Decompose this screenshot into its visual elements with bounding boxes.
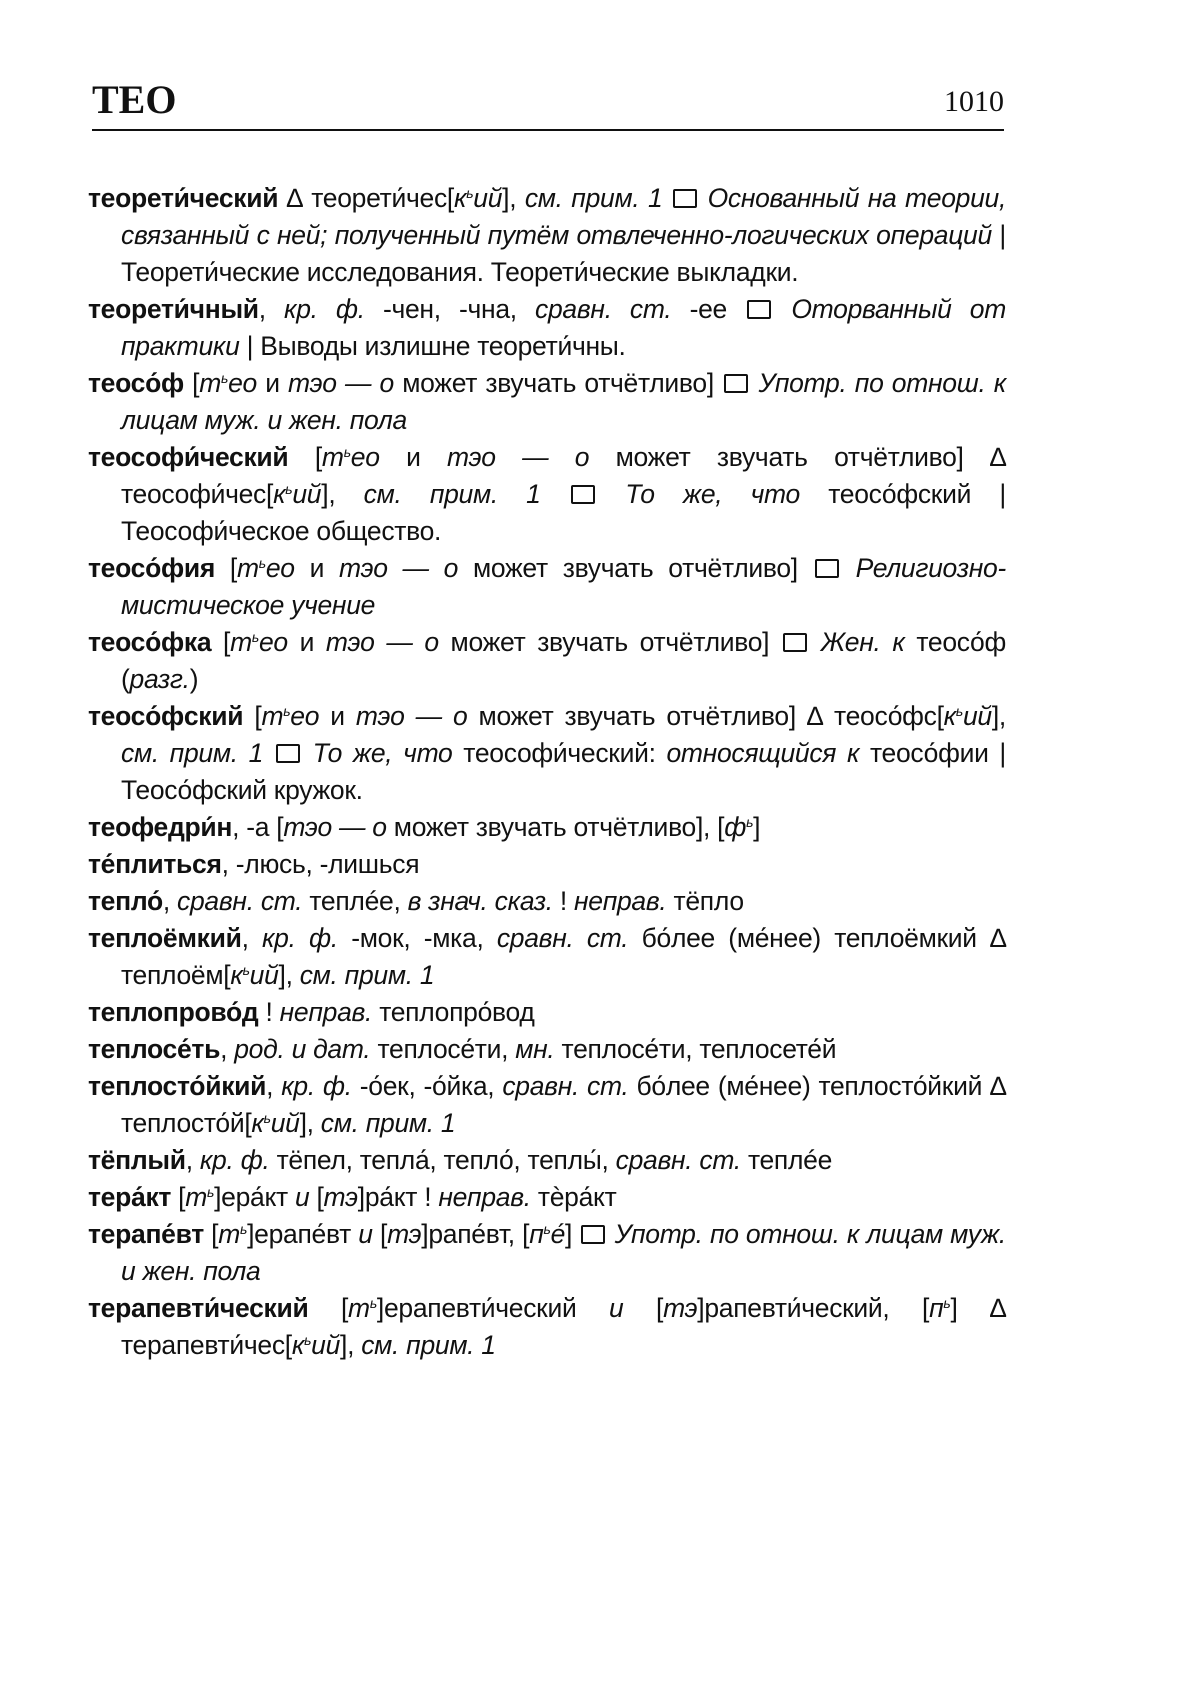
entry-text: может звучать отчётливо] (393, 368, 723, 398)
dictionary-entry (88, 1068, 1006, 1142)
dictionary-entry (88, 291, 1006, 365)
italic-text: ео (258, 627, 288, 657)
dictionary-entry (88, 1179, 1006, 1216)
dictionary-entry (88, 1216, 1006, 1290)
entry-text (541, 479, 569, 509)
entry-text: теплée, (302, 886, 408, 916)
entry-text: теосо́фии | Теосо́фский кружок. (121, 738, 1006, 805)
soft-sign-superscript: ь (251, 629, 259, 645)
entry-text (263, 738, 274, 768)
italic-text: неправ. (438, 1182, 531, 1212)
entry-text: , (162, 886, 178, 916)
headword: теосо́фка (88, 627, 212, 657)
entry-text: -о́ек, -о́йка, (351, 1071, 503, 1101)
entry-text: ]ра́кт ! (357, 1182, 439, 1212)
soft-sign-superscript: ь (285, 481, 293, 497)
entry-text (597, 479, 625, 509)
italic-text: ео (265, 553, 295, 583)
entry-text: теософи́ческий: (452, 738, 667, 768)
italic-text: ий (249, 960, 279, 990)
italic-text: кр. ф. (199, 1145, 270, 1175)
italic-text: т (199, 368, 222, 398)
headword: те́плиться (88, 849, 222, 879)
entry-text: бо́лее (ме́нее) теплосто́йкий ∆ теплосто́й[ (121, 1071, 1006, 1138)
entry-text: ]ера́кт (214, 1182, 295, 1212)
box-icon (747, 300, 771, 319)
entry-text: ] (753, 812, 761, 842)
entry-text: тѐра́кт (530, 1182, 617, 1212)
dictionary-entry (88, 1290, 1006, 1364)
entry-text: ]рапевти́ческий, [ (697, 1293, 930, 1323)
entry-text: и (256, 368, 289, 398)
italic-text: е́ (550, 1219, 566, 1249)
entry-text (699, 183, 708, 213)
italic-text: к (251, 1108, 264, 1138)
entry-text: ) (189, 664, 199, 694)
entry-text: | Теорети́ческие исследования. Теорети́ческие выкладки. (121, 220, 1006, 287)
italic-text: относящийся к (666, 738, 860, 768)
entry-text: и (287, 627, 326, 657)
headword: теплосе́ть (88, 1034, 221, 1064)
soft-sign-superscript: ь (240, 1221, 248, 1237)
entry-text: ]ерапевти́ческий (376, 1293, 610, 1323)
italic-text: п (529, 1219, 544, 1249)
italic-text: неправ. (573, 886, 667, 916)
entry-text: ] ∆ терапевти́чес[ (121, 1293, 1006, 1360)
italic-text: и (358, 1219, 373, 1249)
entry-text: [ (623, 1293, 664, 1323)
entry-text: , -люсь, -лишься (221, 849, 420, 879)
soft-sign-superscript: ь (343, 444, 351, 460)
italic-text: и (294, 1182, 310, 1212)
soft-sign-superscript: ь (369, 1295, 377, 1311)
entry-text: | Выводы излишне теорети́чны. (239, 331, 626, 361)
entry-text: ], (299, 1108, 321, 1138)
italic-text: ий (473, 183, 503, 213)
italic-text: ий (270, 1108, 300, 1138)
entry-text: [ (288, 442, 322, 472)
page-header (92, 78, 1004, 130)
italic-text: к (453, 183, 467, 213)
italic-text: сравн. ст. (502, 1071, 629, 1101)
italic-text: т (218, 1219, 241, 1249)
entry-text: может звучать отчётливо] ∆ теософи́чес[ (121, 442, 1006, 509)
entry-text: ]рапе́вт, [ (421, 1219, 530, 1249)
soft-sign-superscript: ь (746, 814, 754, 830)
italic-text: кр. ф. (261, 923, 338, 953)
headword: теплопрово́д (88, 997, 259, 1027)
italic-text: тэ (323, 1182, 358, 1212)
italic-text: сравн. ст. (615, 1145, 741, 1175)
italic-text: разг. (129, 664, 190, 694)
entry-text: тёпло (666, 886, 744, 916)
entry-text: бо́лее (ме́нее) теплоёмкий ∆ теплоём[ (121, 923, 1006, 990)
italic-text: тэ (288, 368, 323, 398)
italic-text: см. прим. 1 (363, 479, 541, 509)
dictionary-entry (88, 883, 1006, 920)
italic-text: Жен. к (820, 627, 905, 657)
italic-text: п (929, 1293, 944, 1323)
italic-text: т (321, 442, 344, 472)
italic-text: Употр. по отнош. к лицам муж. и жен. пола (121, 368, 1006, 435)
header-rule (92, 129, 1004, 131)
italic-text: Основанный на теории, связанный с ней; полученный путём отвлеченно-логических операций (121, 183, 1007, 250)
entry-text: [ (203, 1219, 219, 1249)
italic-text: см. прим. 1 (299, 960, 435, 990)
soft-sign-superscript: ь (283, 703, 291, 719)
italic-text: кр. ф. (284, 294, 365, 324)
page-number: 1010 (944, 85, 1004, 118)
entry-text: ] (565, 1219, 580, 1249)
italic-text: т (236, 553, 259, 583)
entry-text: [ (215, 553, 237, 583)
soft-sign-superscript: ь (258, 555, 266, 571)
entry-text: ! (552, 886, 574, 916)
entry-text: может звучать отчётливо] ∆ теосо́фс[ (467, 701, 944, 731)
entry-text: теосо́фский | Теософи́ческое общество. (121, 479, 1006, 546)
italic-text: тэ (387, 1219, 422, 1249)
headword: теорети́ческий (88, 183, 279, 213)
entry-text: ], (340, 1330, 362, 1360)
entry-text: может звучать отчётливо] (438, 627, 782, 657)
headword: тёплый (88, 1145, 186, 1175)
italic-text: сравн. ст. (177, 886, 303, 916)
headword: теорети́чный (88, 294, 259, 324)
headword: терапе́вт (88, 1219, 204, 1249)
entry-text: [ (171, 1182, 186, 1212)
entry-text: теосо́ф ( (121, 627, 1006, 694)
italic-text: тэ (663, 1293, 698, 1323)
headword: теосо́фский (88, 701, 244, 731)
italic-text: тэо — о (447, 442, 590, 472)
italic-text: и (609, 1293, 624, 1323)
italic-text: к (273, 479, 286, 509)
entry-text: , -а [ (232, 812, 284, 842)
entry-text (809, 627, 821, 657)
italic-text: тэо — о (283, 812, 387, 842)
entry-text: [ (309, 1182, 324, 1212)
italic-text: см. прим. 1 (320, 1108, 456, 1138)
italic-text: т (261, 701, 284, 731)
headword: теплосто́йкий (88, 1071, 267, 1101)
dictionary-entry (88, 365, 1006, 439)
box-icon (571, 485, 595, 504)
italic-text: тэо — о (339, 553, 459, 583)
entry-text: [ (243, 701, 262, 731)
entry-text: и (319, 701, 356, 731)
entry-text: теплопро́вод (372, 997, 535, 1027)
dictionary-entry (88, 920, 1006, 994)
italic-text: сравн. ст. (496, 923, 629, 953)
italic-text: см. прим. 1 (121, 738, 264, 768)
entry-text: , (185, 1145, 200, 1175)
italic-text: ий (292, 479, 322, 509)
entry-text: , (241, 923, 262, 953)
headword: тера́кт (88, 1182, 172, 1212)
italic-text: т (348, 1293, 370, 1323)
italic-text: о — (322, 368, 380, 398)
entry-text: [ (372, 1219, 388, 1249)
italic-text: ео (350, 442, 380, 472)
italic-text: Религиозно-мистическое учение (121, 553, 1006, 620)
italic-text: в знач. сказ. (407, 886, 553, 916)
entry-text: ], (502, 183, 525, 213)
headword: теосо́ф (88, 368, 184, 398)
entry-text: ], (991, 701, 1006, 731)
italic-text: к (230, 960, 243, 990)
italic-text: Употр. по отнош. к лицам муж. и жен. пола (121, 1219, 1006, 1286)
dictionary-entry (88, 1031, 1006, 1068)
entry-text (773, 294, 791, 324)
entry-text: ]ерапе́вт (247, 1219, 359, 1249)
italic-text: ео (290, 701, 320, 731)
headword: теофедри́н (88, 812, 233, 842)
dictionary-entry (88, 698, 1006, 809)
entry-text: может звучать отчётливо], [ (386, 812, 725, 842)
headword: тепло́ (88, 886, 163, 916)
entry-text: [ (308, 1293, 349, 1323)
dictionary-entry (88, 624, 1006, 698)
box-icon (724, 374, 748, 393)
entry-text: может звучать отчётливо] (458, 553, 813, 583)
soft-sign-superscript: ь (221, 370, 229, 386)
entry-text: ! (258, 997, 280, 1027)
dictionary-entry (88, 439, 1006, 550)
entry-text: и (294, 553, 339, 583)
entry-text: , (220, 1034, 235, 1064)
box-icon (783, 633, 807, 652)
italic-text: см. прим. 1 (361, 1330, 496, 1360)
entry-text: ], (278, 960, 300, 990)
soft-sign-superscript: ь (263, 1110, 271, 1126)
italic-text: неправ. (279, 997, 373, 1027)
entry-text (662, 183, 671, 213)
italic-text: тэо — о (355, 701, 468, 731)
dictionary-entry (88, 809, 1006, 846)
italic-text: мн. (515, 1034, 555, 1064)
headword: теплоёмкий (88, 923, 242, 953)
italic-text: к (943, 701, 956, 731)
italic-text: То же, что (625, 479, 800, 509)
italic-text: тэо — о (325, 627, 439, 657)
italic-text: сравн. ст. (535, 294, 672, 324)
entry-text (841, 553, 856, 583)
box-icon (673, 189, 697, 208)
entry-text: , (258, 294, 284, 324)
headword: теософи́ческий (88, 442, 289, 472)
entry-text: -ее (671, 294, 746, 324)
entry-text (302, 738, 313, 768)
italic-text: ф (724, 812, 747, 842)
entry-text: [ (211, 627, 231, 657)
soft-sign-superscript: ь (466, 185, 474, 201)
italic-text: т (185, 1182, 208, 1212)
box-icon (815, 559, 839, 578)
italic-text: о (379, 368, 394, 398)
entry-text: теплосе́ти, (370, 1034, 516, 1064)
dictionary-entry (88, 180, 1006, 291)
headword: терапевти́ческий (88, 1293, 309, 1323)
soft-sign-superscript: ь (304, 1332, 312, 1348)
entry-text: тёпел, тепла́, тепло́, теплы́, (269, 1145, 616, 1175)
running-head: ТЕО (92, 77, 177, 122)
soft-sign-superscript: ь (207, 1184, 215, 1200)
italic-text: ео (228, 368, 257, 398)
italic-text: см. прим. 1 (524, 183, 663, 213)
soft-sign-superscript: ь (543, 1221, 551, 1237)
entry-text: и (379, 442, 448, 472)
italic-text: То же, что (312, 738, 453, 768)
dictionary-entry (88, 1142, 1006, 1179)
italic-text: т (230, 627, 252, 657)
entry-text: -чен, -чна, (364, 294, 536, 324)
italic-text: кр. ф. (281, 1071, 352, 1101)
soft-sign-superscript: ь (242, 962, 250, 978)
italic-text: ий (962, 701, 992, 731)
soft-sign-superscript: ь (955, 703, 963, 719)
entry-text: теплée (740, 1145, 833, 1175)
box-icon (581, 1225, 605, 1244)
entry-text: , (266, 1071, 282, 1101)
entry-text: ], (321, 479, 364, 509)
italic-text: род. и дат. (234, 1034, 371, 1064)
entry-text: ∆ теорети́чес[ (278, 183, 454, 213)
entry-text (607, 1219, 614, 1249)
italic-text: Оторванный от практики (121, 294, 1006, 361)
box-icon (276, 744, 300, 763)
entry-text: [ (183, 368, 200, 398)
dictionary-entries (88, 180, 1006, 1364)
entry-text: теплосе́ти, теплосете́й (554, 1034, 837, 1064)
italic-text: ий (311, 1330, 341, 1360)
entry-text: -мок, -мка, (337, 923, 497, 953)
dictionary-entry (88, 550, 1006, 624)
headword: теосо́фия (88, 553, 216, 583)
soft-sign-superscript: ь (943, 1295, 951, 1311)
dictionary-entry (88, 994, 1006, 1031)
dictionary-entry (88, 846, 1006, 883)
italic-text: к (291, 1330, 305, 1360)
